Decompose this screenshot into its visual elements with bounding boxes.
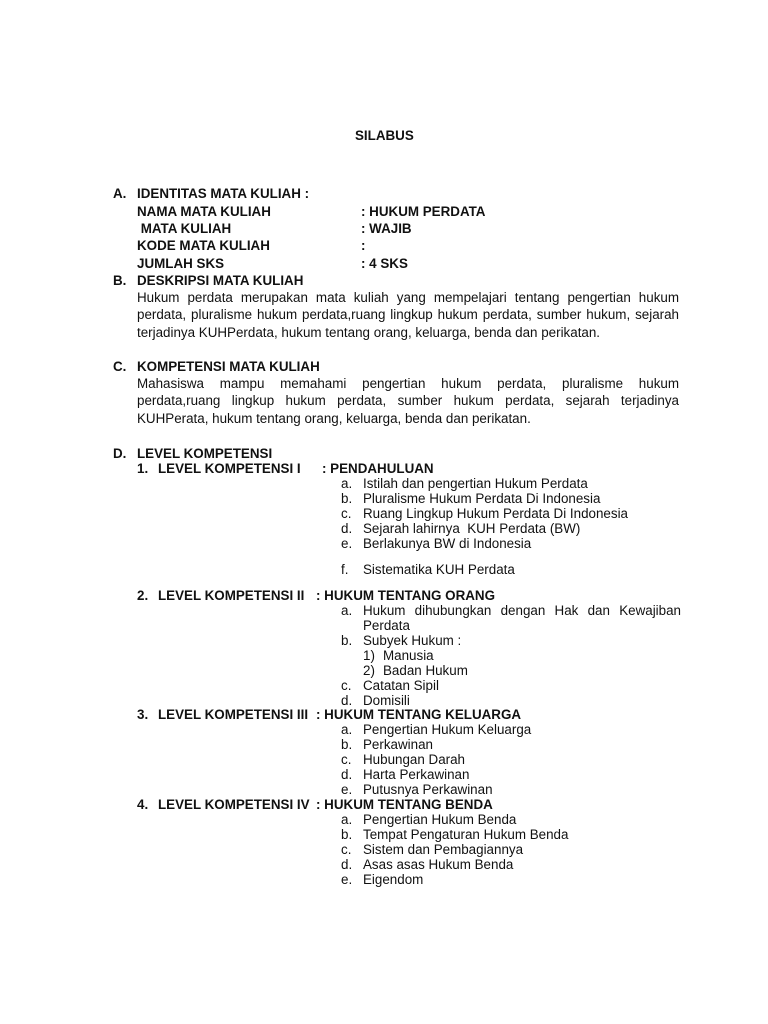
- section-c-heading: KOMPETENSI MATA KULIAH: [137, 359, 320, 374]
- list-item-text: Subyek Hukum :: [363, 633, 462, 648]
- list-item: [341, 678, 681, 693]
- list-item-letter: d.: [341, 767, 353, 782]
- list-item: [341, 521, 681, 536]
- list-item-text: Pluralisme Hukum Perdata Di Indonesia: [363, 491, 601, 506]
- list-item-text: Tempat Pengaturan Hukum Benda: [363, 827, 569, 842]
- list-item-letter: b.: [341, 827, 353, 842]
- list-item-letter: a.: [341, 603, 353, 618]
- identity-label-nama: NAMA MATA KULIAH: [137, 204, 271, 219]
- section-c-letter: C.: [113, 359, 127, 374]
- list-item-text: Pengertian Hukum Keluarga: [363, 722, 532, 737]
- level-2-items: [341, 603, 681, 708]
- list-item: [341, 872, 681, 887]
- list-item: [341, 782, 681, 797]
- list-item-letter: b.: [341, 737, 353, 752]
- list-item-letter: c.: [341, 678, 352, 693]
- list-item-letter: c.: [341, 842, 352, 857]
- sub-list-item: [341, 663, 681, 678]
- section-b-letter: B.: [113, 273, 127, 288]
- list-item-text: Istilah dan pengertian Hukum Perdata: [363, 476, 588, 491]
- list-item-letter: c.: [341, 752, 352, 767]
- level-1-topic: : PENDAHULUAN: [322, 461, 434, 476]
- level-3-title: LEVEL KOMPETENSI III: [158, 707, 309, 722]
- list-item-text: Domisili: [363, 693, 410, 708]
- level-3-number: 3.: [137, 707, 149, 722]
- list-item-text: Eigendom: [363, 872, 424, 887]
- list-item-text: Putusnya Perkawinan: [363, 782, 493, 797]
- identity-value-mata-kuliah: : WAJIB: [361, 221, 412, 236]
- list-item-letter: a.: [341, 812, 353, 827]
- list-item-text: Asas asas Hukum Benda: [363, 857, 514, 872]
- list-item-letter: c.: [341, 506, 352, 521]
- level-1-items: [341, 476, 681, 577]
- list-item-text: Sistem dan Pembagiannya: [363, 842, 524, 857]
- list-item-text: Ruang Lingkup Hukum Perdata Di Indonesia: [363, 506, 629, 521]
- sub-list-item-number: 2): [363, 663, 375, 678]
- page-title: SILABUS: [355, 128, 414, 143]
- list-item-letter: d.: [341, 693, 353, 708]
- list-item: [341, 827, 681, 842]
- level-3-items: [341, 722, 681, 797]
- section-a-heading: IDENTITAS MATA KULIAH :: [137, 186, 310, 201]
- list-item: [341, 752, 681, 767]
- section-b-heading: DESKRIPSI MATA KULIAH: [137, 273, 304, 288]
- list-item-continuation: Perdata: [363, 618, 410, 633]
- list-item-text: Berlakunya BW di Indonesia: [363, 536, 532, 551]
- list-item-text: Sejarah lahirnya KUH Perdata (BW): [363, 521, 581, 536]
- list-item-text: Catatan Sipil: [363, 678, 439, 693]
- list-item: [341, 693, 681, 708]
- list-item-letter: f.: [341, 562, 349, 577]
- list-item: [341, 767, 681, 782]
- level-2-title: LEVEL KOMPETENSI II: [158, 588, 305, 603]
- list-item: [341, 722, 681, 737]
- list-item-letter: d.: [341, 521, 353, 536]
- list-item-text: Perkawinan: [363, 737, 433, 752]
- list-item-letter: e.: [341, 872, 353, 887]
- list-item: [341, 562, 681, 577]
- sub-list-item-number: 1): [363, 648, 375, 663]
- sub-list-item-text: Badan Hukum: [383, 663, 468, 678]
- list-item: [341, 857, 681, 872]
- section-b-description: Hukum perdata merupakan mata kuliah yang mempelajari tentang pengertian hukum perdata, pluralisme hukum perdata,ruang lingkup hukum perdata, sumber hukum, sejarah terjadinya KUHPerdata, hukum tentang orang, keluarga, benda dan perikatan.: [137, 290, 679, 340]
- list-item: [341, 737, 681, 752]
- section-c-description: Mahasiswa mampu memahami pengertian hukum perdata, pluralisme hukum perdata,ruang lingkup hukum perdata, sumber hukum perdata, sejarah terjadinya KUHPerata, hukum tentang orang, keluarga, benda dan perikatan.: [137, 376, 679, 426]
- list-item: [341, 842, 681, 857]
- level-4-items: [341, 812, 681, 887]
- list-item-letter: a.: [341, 722, 353, 737]
- identity-label-mata-kuliah: MATA KULIAH: [137, 221, 232, 236]
- level-2-number: 2.: [137, 588, 149, 603]
- sub-list-item-text: Manusia: [383, 648, 434, 663]
- list-item-letter: a.: [341, 476, 353, 491]
- level-1-title: LEVEL KOMPETENSI I: [158, 461, 301, 476]
- list-item: [341, 536, 681, 551]
- list-item-text: Hubungan Darah: [363, 752, 465, 767]
- level-3-topic: : HUKUM TENTANG KELUARGA: [316, 707, 522, 722]
- list-item-text: Sistematika KUH Perdata: [363, 562, 515, 577]
- sub-list-item: [341, 648, 681, 663]
- list-item: [341, 491, 681, 506]
- list-item-letter: b.: [341, 633, 353, 648]
- level-4-topic: : HUKUM TENTANG BENDA: [316, 797, 493, 812]
- level-4-title: LEVEL KOMPETENSI IV: [158, 797, 310, 812]
- list-item: [341, 603, 681, 618]
- list-item-letter: d.: [341, 857, 353, 872]
- level-4-number: 4.: [137, 797, 149, 812]
- list-item: [341, 812, 681, 827]
- list-item: [341, 506, 681, 521]
- level-1-number: 1.: [137, 461, 149, 476]
- list-item-text: Harta Perkawinan: [363, 767, 470, 782]
- list-item-letter: e.: [341, 536, 353, 551]
- identity-value-nama: : HUKUM PERDATA: [361, 204, 486, 219]
- section-d-letter: D.: [113, 446, 127, 461]
- section-a-letter: A.: [113, 186, 127, 201]
- list-item-letter: e.: [341, 782, 353, 797]
- list-item-letter: b.: [341, 491, 353, 506]
- list-item-text: Hukum dihubungkan dengan Hak dan Kewajiban: [363, 603, 681, 618]
- identity-label-sks: JUMLAH SKS: [137, 256, 225, 271]
- list-item-text: Pengertian Hukum Benda: [363, 812, 517, 827]
- identity-value-sks: : 4 SKS: [361, 256, 408, 271]
- level-2-topic: : HUKUM TENTANG ORANG: [316, 588, 496, 603]
- identity-value-kode: :: [361, 238, 366, 253]
- identity-label-kode: KODE MATA KULIAH: [137, 238, 270, 253]
- section-d-heading: LEVEL KOMPETENSI: [137, 446, 273, 461]
- list-item: [341, 633, 681, 648]
- list-item: [341, 476, 681, 491]
